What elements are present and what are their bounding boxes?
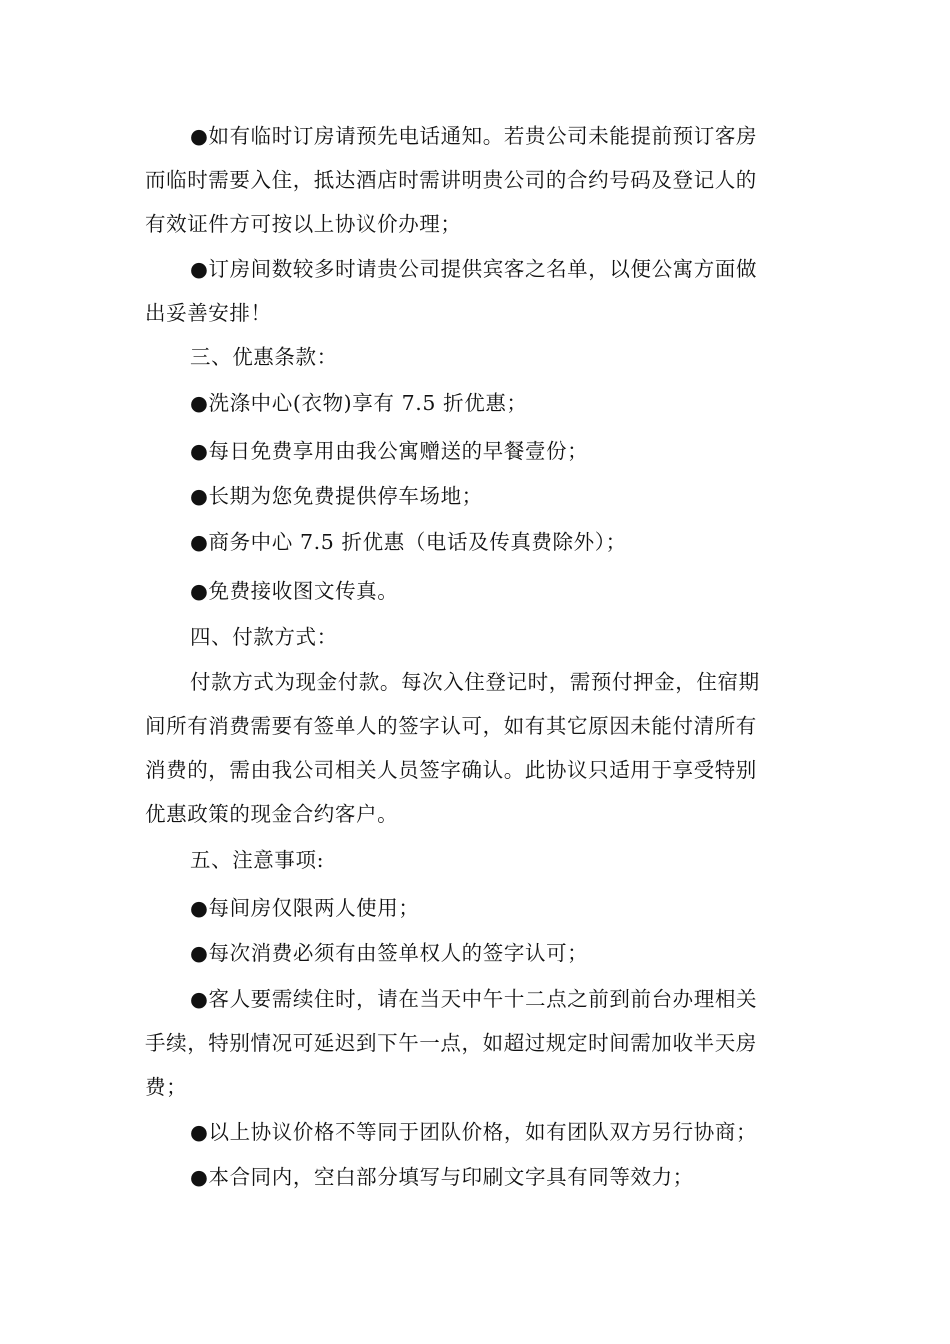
discount-item-business-center: ●商务中心 7.5 折优惠（电话及传真费除外）； [190, 530, 627, 554]
note-item-group-price: ●以上协议价格不等同于团队价格，如有团队双方另行协商； [190, 1120, 758, 1144]
para-payment-line-2: 间所有消费需要有签单人的签字认可，如有其它原因未能付清所有 [145, 714, 757, 738]
para-booking-notice-line-3: 有效证件方可按以上协议价办理； [145, 212, 462, 236]
note-item-blank-fill: ●本合同内，空白部分填写与印刷文字具有同等效力； [190, 1165, 694, 1189]
para-payment-line-4: 优惠政策的现金合约客户。 [145, 802, 399, 826]
para-guest-list-line-1: ●订房间数较多时请贵公司提供宾客之名单，以便公寓方面做 [190, 257, 758, 281]
note-item-signature: ●每次消费必须有由签单权人的签字认可； [190, 941, 589, 965]
section-heading-notes: 五、注意事项: [190, 848, 325, 872]
note-item-extension-line-3: 费； [145, 1075, 188, 1099]
section-heading-discounts: 三、优惠条款： [190, 345, 338, 369]
note-item-extension-line-2: 手续，特别情况可延迟到下午一点，如超过规定时间需加收半天房 [145, 1031, 757, 1055]
para-payment-line-1: 付款方式为现金付款。每次入住登记时，需预付押金，住宿期 [190, 670, 760, 694]
discount-item-fax: ●免费接收图文传真。 [190, 579, 399, 603]
para-guest-list-line-2: 出妥善安排！ [145, 301, 272, 325]
discount-item-breakfast: ●每日免费享用由我公寓赠送的早餐壹份； [190, 439, 589, 463]
note-item-extension-line-1: ●客人要需续住时，请在当天中午十二点之前到前台办理相关 [190, 987, 758, 1011]
discount-item-laundry: ●洗涤中心(衣物)享有 7.5 折优惠； [190, 391, 528, 415]
para-booking-notice-line-2: 而临时需要入住，抵达酒店时需讲明贵公司的合约号码及登记人的 [145, 168, 757, 192]
discount-item-parking: ●长期为您免费提供停车场地； [190, 484, 483, 508]
para-payment-line-3: 消费的，需由我公司相关人员签字确认。此协议只适用于享受特别 [145, 758, 757, 782]
note-item-two-persons: ●每间房仅限两人使用； [190, 896, 420, 920]
para-booking-notice-line-1: ●如有临时订房请预先电话通知。若贵公司未能提前预订客房 [190, 124, 758, 148]
section-heading-payment: 四、付款方式： [190, 625, 338, 649]
